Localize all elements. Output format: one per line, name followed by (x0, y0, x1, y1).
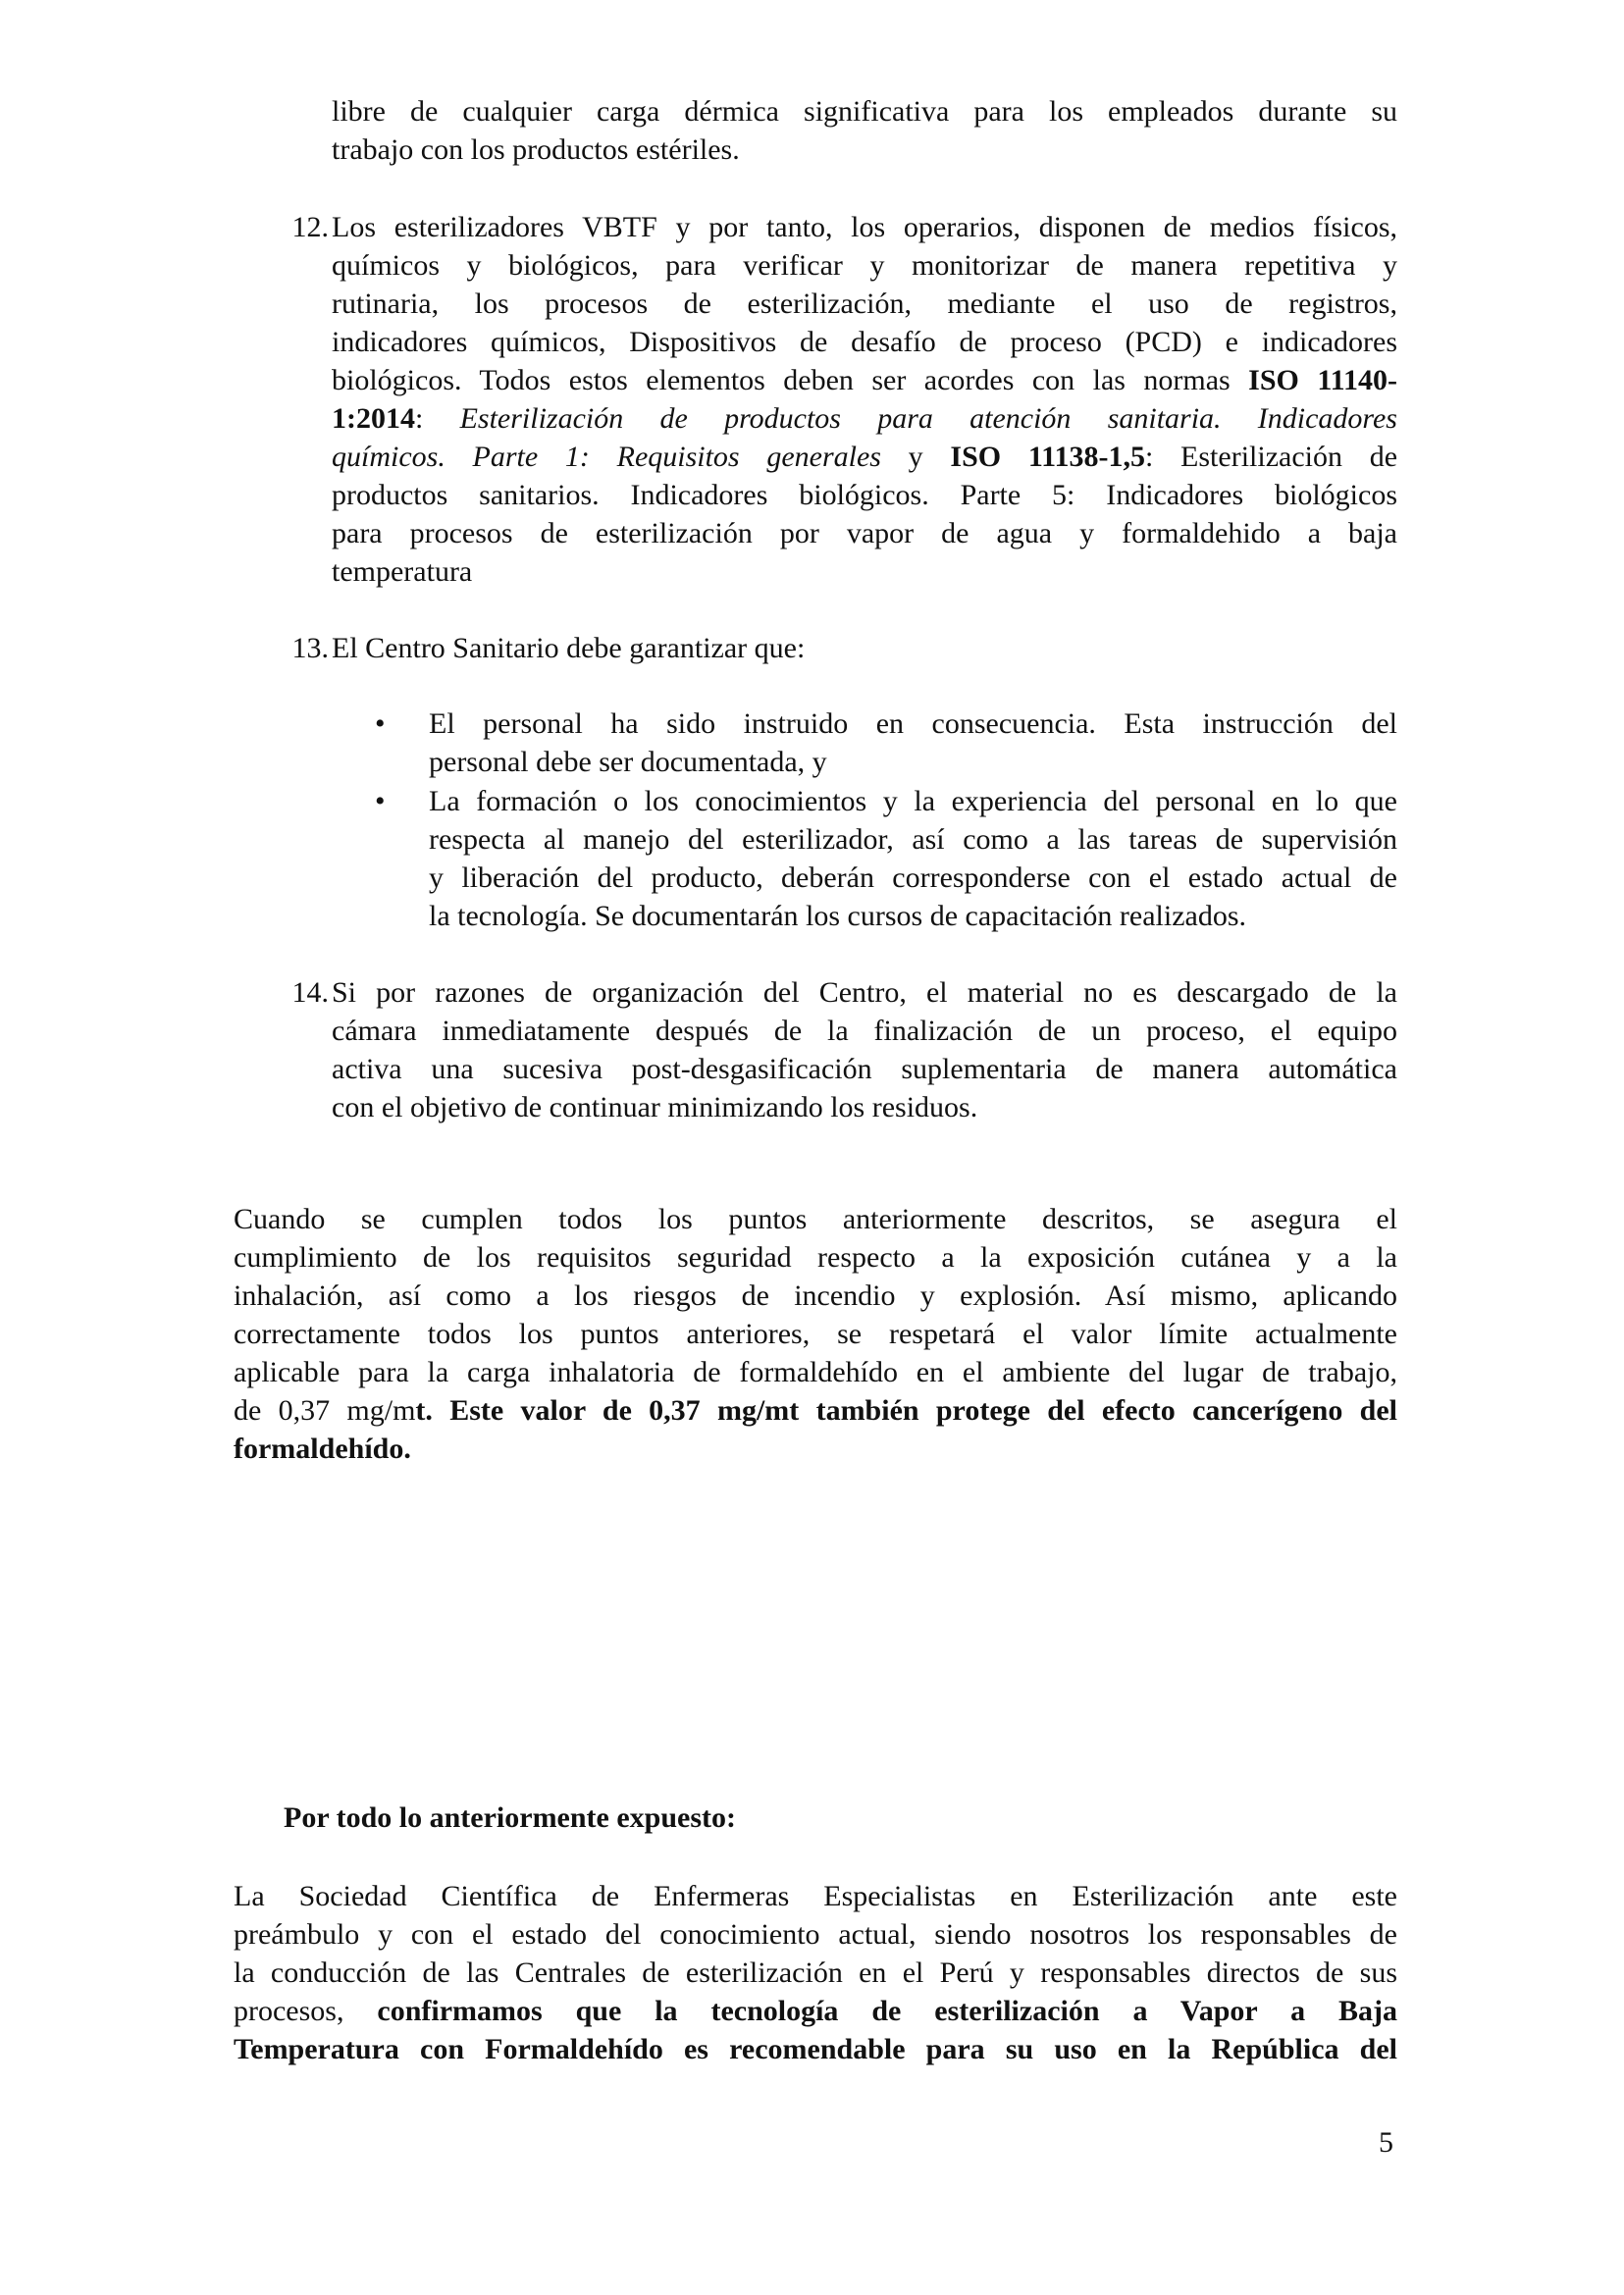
text-line: productos sanitarios. Indicadores biológicos. Parte 5: Indicadores biológicos (332, 479, 1397, 511)
standard-reference: ISO 11140- (1248, 364, 1397, 396)
section-heading: Por todo lo anteriormente expuesto: (284, 1801, 737, 1834)
text-line: Cuando se cumplen todos los puntos anteriormente descritos, se asegura el (234, 1203, 1397, 1235)
text-line: la tecnología. Se documentarán los cursos de capacitación realizados. (429, 900, 1246, 932)
text-line (332, 399, 1397, 438)
text-line: la conducción de las Centrales de esterilización en el Perú y responsables directos de sus (234, 1956, 1397, 1989)
text-line (234, 2030, 1397, 2068)
bullet-item-1 (429, 704, 1397, 781)
text-line: cumplimiento de los requisitos seguridad respecto a la exposición cutánea y a la (234, 1241, 1397, 1274)
text-line (332, 361, 1397, 399)
text-line (234, 1430, 1397, 1468)
item-number-12: 12. (291, 211, 329, 243)
emphasis-text: confirmamos que la tecnología de esterilización a Vapor a Baja (377, 1995, 1398, 2027)
text-line: El Centro Sanitario debe garantizar que: (332, 632, 806, 664)
text-run: de 0,37 mg/m (234, 1394, 416, 1427)
text-line: rutinaria, los procesos de esterilización, mediante el uso de registros, (332, 287, 1397, 320)
text-line: cámara inmediatamente después de la finalización de un proceso, el equipo (332, 1015, 1397, 1047)
text-run: procesos (234, 1995, 337, 2027)
summary-paragraph (234, 1200, 1397, 1468)
text-line: temperatura (332, 555, 473, 588)
item-13-text (332, 629, 1397, 667)
text-line: El personal ha sido instruido en consecuencia. Esta instrucción del (429, 707, 1397, 740)
text-line: indicadores químicos, Dispositivos de desafío de proceso (PCD) e indicadores (332, 326, 1397, 358)
emphasis-text: Temperatura con Formaldehído es recomendable para su uso en la República del (234, 2033, 1397, 2065)
text-run: , (336, 1995, 378, 2027)
item-12-text (332, 208, 1397, 591)
text-line: Los esterilizadores VBTF y por tanto, los operarios, disponen de medios físicos, (332, 211, 1397, 243)
item-14-text (332, 973, 1397, 1126)
text-line: La formación o los conocimientos y la experiencia del personal en lo que (429, 785, 1397, 817)
text-line: La Sociedad Científica de Enfermeras Especialistas en Esterilización ante este (234, 1880, 1397, 1912)
bullet-icon: • (375, 785, 386, 817)
text-line: aplicable para la carga inhalatoria de formaldehído en el ambiente del lugar de trabajo, (234, 1356, 1397, 1388)
text-run: biológicos. Todos estos elementos deben ser acordes con las normas (332, 364, 1249, 396)
text-line: con el objetivo de continuar minimizando los residuos. (332, 1091, 978, 1123)
item-number-13: 13. (291, 632, 329, 664)
standard-reference: ISO 11138-1,5 (950, 441, 1145, 473)
text-line: inhalación, así como a los riesgos de incendio y explosión. Así mismo, aplicando (234, 1279, 1397, 1312)
item-number-14: 14. (291, 976, 329, 1009)
text-line (332, 438, 1397, 476)
bullet-icon: • (375, 707, 386, 740)
text-run: y (880, 441, 951, 473)
emphasis-text: formaldehído. (234, 1433, 411, 1465)
text-line: libre de cualquier carga dérmica significativa para los empleados durante su (332, 95, 1397, 128)
standard-title: químicos. Parte 1: Requisitos generales (332, 441, 881, 473)
text-line: para procesos de esterilización por vapor de agua y formaldehido a baja (332, 517, 1397, 549)
text-run: : Esterilización de (1145, 441, 1398, 473)
text-line: respecta al manejo del esterilizador, así como a las tareas de supervisión (429, 823, 1397, 856)
text-run: : (415, 402, 460, 435)
page-number: 5 (1379, 2126, 1393, 2159)
text-line: personal debe ser documentada, y (429, 746, 827, 778)
text-line: químicos y biológicos, para verificar y monitorizar de manera repetitiva y (332, 249, 1397, 282)
standard-title: Esterilización de productos para atención sanitaria. Indicadores (459, 402, 1397, 435)
text-line: activa una sucesiva post-desgasificación suplementaria de manera automática (332, 1053, 1397, 1085)
text-line: y liberación del producto, deberán corresponderse con el estado actual de (429, 861, 1397, 894)
text-line: trabajo con los productos estériles. (332, 133, 740, 166)
standard-reference: 1:2014 (332, 402, 415, 435)
text-line (234, 1992, 1397, 2030)
text-line: Si por razones de organización del Centro, el material no es descargado de la (332, 976, 1397, 1009)
bullet-item-2 (429, 782, 1397, 935)
continuation-paragraph (332, 92, 1397, 169)
emphasis-text: t. Este valor de 0,37 mg/mt también protege del efecto cancerígeno del (415, 1394, 1397, 1427)
conclusion-paragraph (234, 1877, 1397, 2068)
text-line: preámbulo y con el estado del conocimiento actual, siendo nosotros los responsables de (234, 1918, 1397, 1951)
text-line (234, 1391, 1397, 1430)
text-line: correctamente todos los puntos anteriores, se respetará el valor límite actualmente (234, 1318, 1397, 1350)
